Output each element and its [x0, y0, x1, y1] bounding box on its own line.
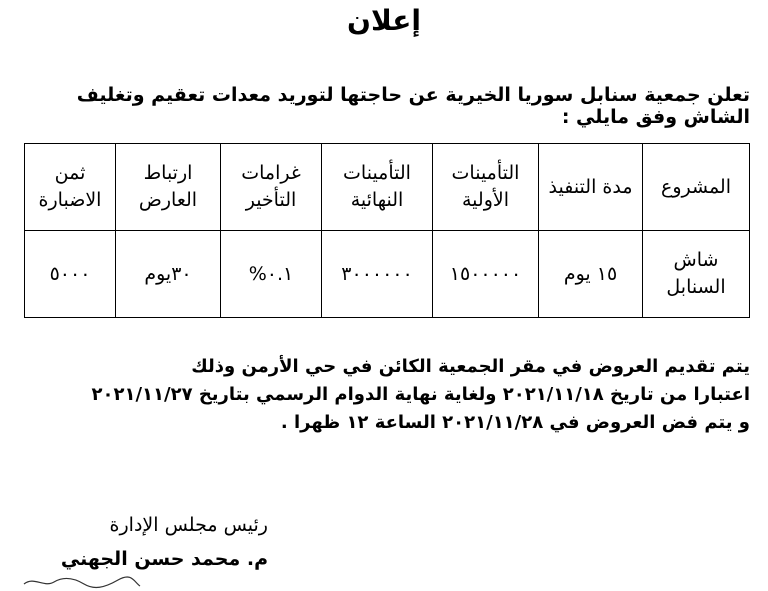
header-duration: مدة التنفيذ: [539, 144, 643, 231]
signature-name: م. محمد حسن الجهني: [60, 548, 268, 571]
header-delay-penalty: غرامات التأخير: [221, 144, 322, 231]
page-title: إعلان: [347, 4, 421, 37]
header-initial-deposit: التأمينات الأولية: [433, 144, 539, 231]
submission-details: [10, 353, 750, 437]
header-project: المشروع: [643, 144, 750, 231]
opening-date-line: و يتم فض العروض في ٢٠٢١/١١/٢٨ الساعة ١٢ ظهرا .: [280, 411, 750, 433]
intro-paragraph: تعلن جمعية سنابل سوريا الخيرية عن حاجتها لتوريد معدات تعقيم وتغليف الشاش وفق مايلي :: [76, 84, 750, 128]
cell-bidder-commitment: ٣٠يوم: [116, 231, 221, 318]
cell-file-price: ٥٠٠٠: [25, 231, 116, 318]
signature-role: رئيس مجلس الإدارة: [109, 514, 268, 536]
submission-location-line: يتم تقديم العروض في مقر الجمعية الكائن في حي الأرمن وذلك: [191, 356, 750, 377]
header-file-price: ثمن الاضبارة: [25, 144, 116, 231]
cell-initial-deposit: ١٥٠٠٠٠٠: [433, 231, 539, 318]
tender-table: [24, 143, 750, 318]
table-header-row: [25, 144, 750, 231]
submission-dates-line: اعتبارا من تاريخ ٢٠٢١/١١/١٨ ولغاية نهاية الدوام الرسمي بتاريخ ٢٠٢١/١١/٢٧: [91, 383, 750, 405]
cell-final-deposit: ٣٠٠٠٠٠٠: [322, 231, 433, 318]
cell-delay-penalty: ٠.١%: [221, 231, 322, 318]
header-bidder-commitment: ارتباط العارض: [116, 144, 221, 231]
cell-duration: ١٥ يوم: [539, 231, 643, 318]
header-final-deposit: التأمينات النهائية: [322, 144, 433, 231]
signature-block: [8, 508, 268, 576]
cell-project: شاش السنابل: [643, 231, 750, 318]
handwritten-signature-mark: [22, 574, 142, 590]
table-row: [25, 231, 750, 318]
